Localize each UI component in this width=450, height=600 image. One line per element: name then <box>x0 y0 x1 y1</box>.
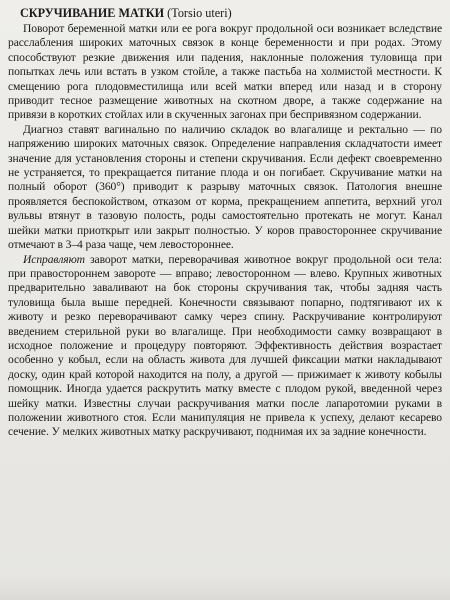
paragraph-treatment <box>8 253 442 440</box>
paragraph-causes-text: Поворот беременной матки или ее рога вокруг продольной оси возникает вследствие расслабления широких маточных связок в конце беременности и при родах. Этому способствуют резкие движения или падения, наклонные положения туловища при попытках лечь или встать в узком стойле, а также пастьба на холмистой местности. К смещению рога плодовместилища или всей матки вперед или назад и в сторону приводит тесное размещение животных на скотном дворе, а также содержание на привязи в коротких стойлах или в скученных загонах при беспривязном содержании. <box>8 22 442 122</box>
section-title <box>8 6 442 21</box>
section-title-main: СКРУЧИВАНИЕ МАТКИ <box>20 6 165 20</box>
page-shadow <box>0 578 450 600</box>
paragraph-treatment-lead: Исправляют <box>23 252 85 266</box>
section-title-latin: (Torsio uteri) <box>167 6 232 20</box>
paragraph-diagnosis-text: Диагноз ставят вагинально по наличию складок во влагалище и ректально — по напряжению широких маточных связок. Определение направления складчатости имеет значение для установления стороны и степени скручивания. Если дефект своевременно не устраняется, то прекращается питание плода и он погибает. Скручивание матки на полный оборот (360°) приводит к разрыву маточных связок. Патология внешне проявляется беспокойством, отказом от корма, прекращением аппетита, верхний угол вульвы втянут в тазовую полость, роды самостоятельно протекать не могут. Канал шейки матки приоткрыт или закрыт полностью. У коров правостороннее скручивание отмечают в 3–4 раза чаще, чем левостороннее. <box>8 122 442 252</box>
paragraph-treatment-text: заворот матки, переворачивая животное вокруг продольной оси тела: при правостороннем завороте — вправо; левосторонном — влево. Крупных животных предварительно заваливают на бок стороны скручивания так, чтобы задняя часть туловища была выше передней. Конечности связывают попарно, подтягивают их к животу и резко переворачивают самку через спину. Раскручивание контролируют введением стерильной руки во влагалище. При необходимости самку возвращают в исходное положение и процедуру повторяют. Эффективность действия возрастает особенно у кобыл, если на область живота для лучшей фиксации матки накладывают доску, один край которой находится на полу, а другой — прижимает к животу кобылы помощник. Иногда удается раскрутить матку вместе с плодом рукой, введенной через шейку матки. Известны случаи раскручивания матки после лапаротомии руками в положении животного стоя. Если манипуляция не привела к успеху, делают кесарево сечение. У мелких животных матку раскручивают, поднимая их за задние конечности. <box>8 252 442 439</box>
paragraph-causes <box>8 22 442 123</box>
paragraph-diagnosis <box>8 123 442 253</box>
